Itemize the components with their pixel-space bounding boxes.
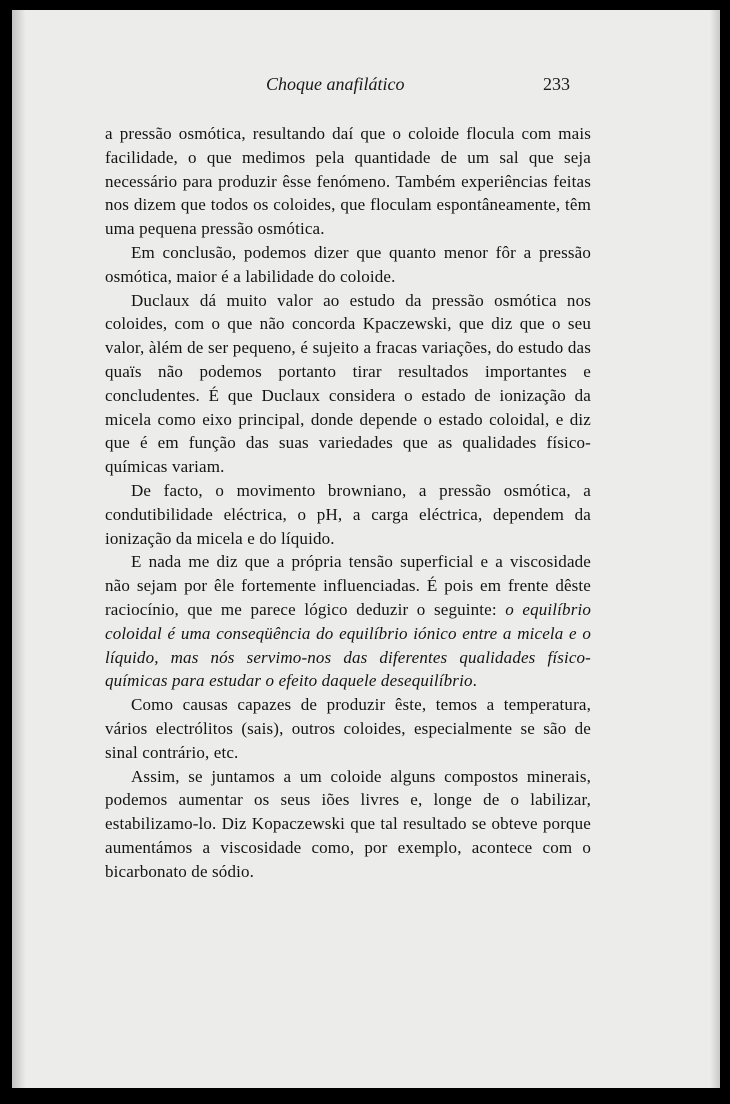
paragraph-4: De facto, o movimento browniano, a pressão osmótica, a condutibilidade eléctrica, o pH, a carga eléctrica, dependem da ionização da micela e do líquido.: [105, 480, 591, 548]
paragraph-5-end: .: [472, 671, 477, 691]
paragraph-6: Como causas capazes de produzir êste, temos a temperatura, vários electrólitos (sais), outros coloides, especialmente se são de sinal contrário, etc.: [105, 695, 591, 762]
running-head: [12, 74, 720, 100]
page-shadow-left: [12, 10, 26, 1088]
page-shadow-right: [710, 10, 720, 1088]
body-text: [105, 122, 591, 884]
book-page: [12, 10, 720, 1088]
running-title: Choque anafilático: [266, 74, 405, 94]
paragraph-5: [105, 550, 591, 693]
paragraph-7: Assim, se juntamos a um coloide alguns compostos minerais, podemos aumentar os seus iões livres e, longe de o labilizar, estabilizamo-lo. Diz Kopaczewski que tal resultado se obteve porque aumentámos a viscosidade como, por exemplo, acontece com o bicarbonato de sódio.: [105, 766, 591, 881]
paragraph-3: Duclaux dá muito valor ao estudo da pressão osmótica nos coloides, com o que não concorda Kpaczewski, que diz que o seu valor, àlém de ser pequeno, é sujeito a fracas variações, do estudo das quaïs não podemos portanto tirar resultados importantes e concludentes. É que Duclaux considera o estado de ionização da micela como eixo principal, donde depende o estado coloidal, e diz que é em função das suas variedades que as qualidades físico-químicas variam.: [105, 290, 591, 477]
paragraph-2: Em conclusão, podemos dizer que quanto menor fôr a pressão osmótica, maior é a labilidade do coloide.: [105, 242, 591, 286]
paragraph-1: a pressão osmótica, resultando daí que o coloide flocula com mais facilidade, o que medimos pela quantidade de um sal que seja necessário para produzir êsse fenómeno. Também experiências feitas nos dizem que todos os coloides, que floculam espontâneamente, têm uma pequena pressão osmótica.: [105, 124, 591, 239]
page-number: 233: [543, 74, 570, 94]
paragraph-5-text: E nada me diz que a própria tensão superficial e a viscosidade não sejam por êle fortemente influenciadas. É pois em frente dêste raciocínio, que me parece lógico deduzir o seguinte:: [105, 552, 591, 619]
paragraph-5-italic-conclusion: o equilíbrio coloidal é uma conseqüência do equilíbrio iónico entre a micela e o líquido, mas nós servimo-nos das diferentes qualidades físico-químicas para estudar o efeito daquele desequilíbrio: [105, 599, 591, 691]
